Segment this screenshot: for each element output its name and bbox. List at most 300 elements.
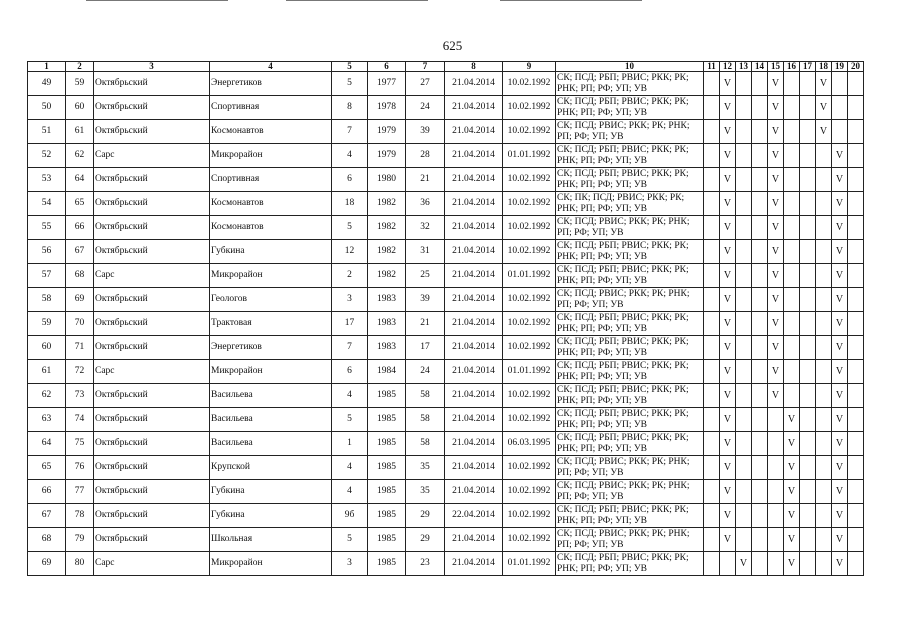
cell-col-10: СК; ПСД; РБП; РВИС; РКК; РК; РНК; РП; РФ; УП; УВ <box>556 384 704 408</box>
mark-col-11 <box>704 72 720 96</box>
cell-col-1: 57 <box>28 264 66 288</box>
mark-col-18 <box>816 192 832 216</box>
mark-col-11 <box>704 216 720 240</box>
cell-col-6: 1982 <box>368 264 406 288</box>
table-row <box>28 480 864 504</box>
mark-col-15: V <box>768 216 784 240</box>
mark-col-13 <box>736 432 752 456</box>
mark-col-15: V <box>768 240 784 264</box>
cell-col-7: 35 <box>406 456 445 480</box>
mark-col-11 <box>704 192 720 216</box>
cell-col-6: 1985 <box>368 408 406 432</box>
mark-col-12: V <box>720 360 736 384</box>
cell-col-8: 21.04.2014 <box>445 264 503 288</box>
mark-col-13 <box>736 72 752 96</box>
column-header-17: 17 <box>800 62 816 72</box>
cell-col-1: 54 <box>28 192 66 216</box>
cell-col-4: Трактовая <box>210 312 332 336</box>
mark-col-13 <box>736 144 752 168</box>
mark-col-13 <box>736 408 752 432</box>
mark-col-16 <box>784 288 800 312</box>
mark-col-12: V <box>720 408 736 432</box>
cell-col-8: 21.04.2014 <box>445 528 503 552</box>
mark-col-19: V <box>832 480 848 504</box>
cell-col-5: 12 <box>332 240 368 264</box>
column-header-4: 4 <box>210 62 332 72</box>
mark-col-13 <box>736 312 752 336</box>
cell-col-1: 58 <box>28 288 66 312</box>
column-header-14: 14 <box>752 62 768 72</box>
cell-col-2: 67 <box>66 240 94 264</box>
table-row <box>28 408 864 432</box>
cell-col-3: Октябрьский <box>94 384 210 408</box>
cell-col-7: 21 <box>406 312 445 336</box>
cell-col-1: 61 <box>28 360 66 384</box>
mark-col-16 <box>784 168 800 192</box>
mark-col-13 <box>736 384 752 408</box>
cell-col-4: Спортивная <box>210 96 332 120</box>
mark-col-18 <box>816 168 832 192</box>
mark-col-12: V <box>720 384 736 408</box>
mark-col-19: V <box>832 168 848 192</box>
cell-col-4: Васильева <box>210 408 332 432</box>
mark-col-11 <box>704 264 720 288</box>
cell-col-9: 10.02.1992 <box>503 408 556 432</box>
cell-col-9: 10.02.1992 <box>503 336 556 360</box>
cell-col-2: 61 <box>66 120 94 144</box>
cell-col-1: 68 <box>28 528 66 552</box>
cell-col-3: Сарс <box>94 552 210 576</box>
mark-col-19: V <box>832 264 848 288</box>
cell-col-1: 65 <box>28 456 66 480</box>
mark-col-20 <box>848 504 864 528</box>
mark-col-18 <box>816 144 832 168</box>
mark-col-17 <box>800 456 816 480</box>
mark-col-15: V <box>768 264 784 288</box>
mark-col-14 <box>752 336 768 360</box>
mark-col-19: V <box>832 528 848 552</box>
mark-col-20 <box>848 312 864 336</box>
column-header-2: 2 <box>66 62 94 72</box>
top-rule-middle <box>286 0 428 1</box>
cell-col-3: Октябрьский <box>94 528 210 552</box>
column-header-5: 5 <box>332 62 368 72</box>
cell-col-8: 21.04.2014 <box>445 240 503 264</box>
column-header-10: 10 <box>556 62 704 72</box>
cell-col-6: 1980 <box>368 168 406 192</box>
cell-col-6: 1985 <box>368 432 406 456</box>
mark-col-18 <box>816 288 832 312</box>
mark-col-12: V <box>720 72 736 96</box>
mark-col-15: V <box>768 120 784 144</box>
cell-col-2: 68 <box>66 264 94 288</box>
column-header-7: 7 <box>406 62 445 72</box>
cell-col-10: СК; ПСД; РБП; РВИС; РКК; РК; РНК; РП; РФ; УП; УВ <box>556 408 704 432</box>
mark-col-17 <box>800 168 816 192</box>
mark-col-14 <box>752 456 768 480</box>
cell-col-5: 5 <box>332 408 368 432</box>
mark-col-19: V <box>832 552 848 576</box>
mark-col-15: V <box>768 192 784 216</box>
cell-col-8: 21.04.2014 <box>445 480 503 504</box>
cell-col-3: Октябрьский <box>94 72 210 96</box>
mark-col-18 <box>816 408 832 432</box>
cell-col-5: 4 <box>332 144 368 168</box>
cell-col-7: 24 <box>406 96 445 120</box>
cell-col-9: 01.01.1992 <box>503 360 556 384</box>
cell-col-4: Микрорайон <box>210 144 332 168</box>
cell-col-10: СК; ПСД; РБП; РВИС; РКК; РК; РНК; РП; РФ; УП; УВ <box>556 72 704 96</box>
cell-col-6: 1982 <box>368 240 406 264</box>
cell-col-9: 06.03.1995 <box>503 432 556 456</box>
mark-col-18 <box>816 384 832 408</box>
mark-col-19: V <box>832 192 848 216</box>
mark-col-17 <box>800 120 816 144</box>
mark-col-13 <box>736 360 752 384</box>
mark-col-14 <box>752 264 768 288</box>
mark-col-19: V <box>832 144 848 168</box>
cell-col-5: 2 <box>332 264 368 288</box>
cell-col-7: 17 <box>406 336 445 360</box>
cell-col-2: 71 <box>66 336 94 360</box>
cell-col-7: 29 <box>406 528 445 552</box>
cell-col-3: Октябрьский <box>94 168 210 192</box>
mark-col-15 <box>768 456 784 480</box>
mark-col-13 <box>736 480 752 504</box>
cell-col-2: 73 <box>66 384 94 408</box>
cell-col-5: 3 <box>332 552 368 576</box>
mark-col-20 <box>848 384 864 408</box>
cell-col-1: 69 <box>28 552 66 576</box>
mark-col-11 <box>704 312 720 336</box>
cell-col-8: 21.04.2014 <box>445 96 503 120</box>
mark-col-11 <box>704 360 720 384</box>
table-row <box>28 504 864 528</box>
cell-col-4: Васильева <box>210 432 332 456</box>
mark-col-13 <box>736 216 752 240</box>
cell-col-10: СК; ПСД; РБП; РВИС; РКК; РК; РНК; РП; РФ; УП; УВ <box>556 168 704 192</box>
table-row <box>28 144 864 168</box>
cell-col-3: Октябрьский <box>94 192 210 216</box>
top-rule-right <box>500 0 642 1</box>
table-row <box>28 240 864 264</box>
cell-col-10: СК; ПСД; РВИС; РКК; РК; РНК; РП; РФ; УП; УВ <box>556 528 704 552</box>
mark-col-14 <box>752 216 768 240</box>
cell-col-10: СК; ПСД; РВИС; РКК; РК; РНК; РП; РФ; УП; УВ <box>556 456 704 480</box>
cell-col-5: 4 <box>332 456 368 480</box>
cell-col-6: 1977 <box>368 72 406 96</box>
cell-col-7: 35 <box>406 480 445 504</box>
cell-col-2: 66 <box>66 216 94 240</box>
mark-col-16 <box>784 96 800 120</box>
mark-col-12: V <box>720 480 736 504</box>
table-body <box>28 62 864 576</box>
mark-col-15 <box>768 552 784 576</box>
mark-col-19: V <box>832 312 848 336</box>
mark-col-11 <box>704 168 720 192</box>
cell-col-6: 1985 <box>368 456 406 480</box>
mark-col-20 <box>848 432 864 456</box>
mark-col-14 <box>752 504 768 528</box>
cell-col-1: 64 <box>28 432 66 456</box>
mark-col-16: V <box>784 552 800 576</box>
cell-col-4: Космонавтов <box>210 192 332 216</box>
cell-col-2: 80 <box>66 552 94 576</box>
cell-col-5: 5 <box>332 72 368 96</box>
cell-col-1: 62 <box>28 384 66 408</box>
mark-col-17 <box>800 384 816 408</box>
mark-col-17 <box>800 504 816 528</box>
mark-col-20 <box>848 240 864 264</box>
mark-col-11 <box>704 336 720 360</box>
mark-col-12: V <box>720 216 736 240</box>
mark-col-15: V <box>768 96 784 120</box>
cell-col-6: 1978 <box>368 96 406 120</box>
mark-col-12: V <box>720 504 736 528</box>
cell-col-10: СК; ПСД; РВИС; РКК; РК; РНК; РП; РФ; УП; УВ <box>556 120 704 144</box>
cell-col-1: 50 <box>28 96 66 120</box>
cell-col-1: 60 <box>28 336 66 360</box>
mark-col-14 <box>752 288 768 312</box>
column-header-8: 8 <box>445 62 503 72</box>
cell-col-3: Октябрьский <box>94 96 210 120</box>
mark-col-16 <box>784 72 800 96</box>
mark-col-12: V <box>720 264 736 288</box>
mark-col-18 <box>816 504 832 528</box>
mark-col-12: V <box>720 528 736 552</box>
mark-col-20 <box>848 120 864 144</box>
mark-col-15: V <box>768 312 784 336</box>
mark-col-14 <box>752 240 768 264</box>
cell-col-8: 21.04.2014 <box>445 120 503 144</box>
cell-col-1: 66 <box>28 480 66 504</box>
cell-col-8: 21.04.2014 <box>445 144 503 168</box>
cell-col-4: Микрорайон <box>210 264 332 288</box>
cell-col-6: 1982 <box>368 216 406 240</box>
column-header-12: 12 <box>720 62 736 72</box>
cell-col-1: 56 <box>28 240 66 264</box>
mark-col-15: V <box>768 384 784 408</box>
mark-col-15 <box>768 504 784 528</box>
mark-col-12: V <box>720 144 736 168</box>
mark-col-19: V <box>832 288 848 312</box>
cell-col-10: СК; ПСД; РВИС; РКК; РК; РНК; РП; РФ; УП; УВ <box>556 216 704 240</box>
cell-col-6: 1985 <box>368 480 406 504</box>
cell-col-9: 10.02.1992 <box>503 120 556 144</box>
mark-col-14 <box>752 408 768 432</box>
mark-col-14 <box>752 72 768 96</box>
cell-col-9: 10.02.1992 <box>503 168 556 192</box>
mark-col-20 <box>848 552 864 576</box>
mark-col-16 <box>784 384 800 408</box>
cell-col-1: 55 <box>28 216 66 240</box>
mark-col-12: V <box>720 432 736 456</box>
mark-col-17 <box>800 432 816 456</box>
column-header-1: 1 <box>28 62 66 72</box>
cell-col-5: 9б <box>332 504 368 528</box>
cell-col-1: 51 <box>28 120 66 144</box>
cell-col-1: 49 <box>28 72 66 96</box>
cell-col-2: 65 <box>66 192 94 216</box>
mark-col-13 <box>736 264 752 288</box>
mark-col-16 <box>784 144 800 168</box>
mark-col-16: V <box>784 480 800 504</box>
cell-col-4: Микрорайон <box>210 552 332 576</box>
cell-col-4: Губкина <box>210 504 332 528</box>
table-row <box>28 360 864 384</box>
cell-col-6: 1983 <box>368 312 406 336</box>
mark-col-12: V <box>720 312 736 336</box>
cell-col-2: 79 <box>66 528 94 552</box>
cell-col-4: Спортивная <box>210 168 332 192</box>
mark-col-11 <box>704 432 720 456</box>
cell-col-9: 10.02.1992 <box>503 192 556 216</box>
cell-col-9: 10.02.1992 <box>503 480 556 504</box>
mark-col-19: V <box>832 408 848 432</box>
cell-col-6: 1985 <box>368 384 406 408</box>
mark-col-17 <box>800 264 816 288</box>
cell-col-7: 58 <box>406 432 445 456</box>
cell-col-4: Крупской <box>210 456 332 480</box>
mark-col-12: V <box>720 240 736 264</box>
table-row <box>28 192 864 216</box>
mark-col-13 <box>736 168 752 192</box>
mark-col-20 <box>848 192 864 216</box>
mark-col-14 <box>752 384 768 408</box>
cell-col-5: 4 <box>332 480 368 504</box>
cell-col-4: Школьная <box>210 528 332 552</box>
table-header-row <box>28 62 864 72</box>
cell-col-7: 36 <box>406 192 445 216</box>
mark-col-12: V <box>720 288 736 312</box>
mark-col-13 <box>736 504 752 528</box>
column-header-16: 16 <box>784 62 800 72</box>
cell-col-3: Октябрьский <box>94 504 210 528</box>
cell-col-8: 21.04.2014 <box>445 288 503 312</box>
cell-col-3: Октябрьский <box>94 216 210 240</box>
cell-col-7: 24 <box>406 360 445 384</box>
mark-col-11 <box>704 288 720 312</box>
cell-col-6: 1983 <box>368 336 406 360</box>
mark-col-16: V <box>784 456 800 480</box>
mark-col-14 <box>752 360 768 384</box>
mark-col-12: V <box>720 336 736 360</box>
mark-col-12: V <box>720 456 736 480</box>
cell-col-9: 10.02.1992 <box>503 240 556 264</box>
cell-col-9: 10.02.1992 <box>503 312 556 336</box>
mark-col-13: V <box>736 552 752 576</box>
column-header-15: 15 <box>768 62 784 72</box>
mark-col-18 <box>816 312 832 336</box>
mark-col-15: V <box>768 168 784 192</box>
mark-col-13 <box>736 528 752 552</box>
cell-col-5: 1 <box>332 432 368 456</box>
mark-col-14 <box>752 168 768 192</box>
mark-col-13 <box>736 120 752 144</box>
cell-col-6: 1983 <box>368 288 406 312</box>
cell-col-10: СК; ПСД; РВИС; РКК; РК; РНК; РП; РФ; УП; УВ <box>556 480 704 504</box>
cell-col-8: 22.04.2014 <box>445 504 503 528</box>
mark-col-12: V <box>720 168 736 192</box>
mark-col-14 <box>752 312 768 336</box>
cell-col-7: 23 <box>406 552 445 576</box>
table-row <box>28 168 864 192</box>
mark-col-14 <box>752 432 768 456</box>
cell-col-9: 10.02.1992 <box>503 96 556 120</box>
cell-col-4: Геологов <box>210 288 332 312</box>
mark-col-17 <box>800 72 816 96</box>
mark-col-17 <box>800 216 816 240</box>
cell-col-1: 53 <box>28 168 66 192</box>
cell-col-6: 1985 <box>368 552 406 576</box>
cell-col-9: 10.02.1992 <box>503 456 556 480</box>
mark-col-14 <box>752 480 768 504</box>
table-row <box>28 432 864 456</box>
cell-col-6: 1985 <box>368 528 406 552</box>
column-header-20: 20 <box>848 62 864 72</box>
mark-col-18 <box>816 216 832 240</box>
mark-col-13 <box>736 456 752 480</box>
cell-col-5: 5 <box>332 528 368 552</box>
mark-col-15 <box>768 480 784 504</box>
cell-col-8: 21.04.2014 <box>445 312 503 336</box>
mark-col-19: V <box>832 456 848 480</box>
cell-col-6: 1985 <box>368 504 406 528</box>
mark-col-16: V <box>784 408 800 432</box>
cell-col-9: 01.01.1992 <box>503 264 556 288</box>
cell-col-2: 60 <box>66 96 94 120</box>
mark-col-14 <box>752 192 768 216</box>
mark-col-19: V <box>832 504 848 528</box>
mark-col-11 <box>704 480 720 504</box>
mark-col-15 <box>768 408 784 432</box>
cell-col-5: 6 <box>332 168 368 192</box>
cell-col-3: Сарс <box>94 360 210 384</box>
mark-col-16 <box>784 336 800 360</box>
cell-col-6: 1979 <box>368 120 406 144</box>
cell-col-9: 01.01.1992 <box>503 144 556 168</box>
cell-col-3: Октябрьский <box>94 456 210 480</box>
cell-col-4: Космонавтов <box>210 216 332 240</box>
cell-col-9: 10.02.1992 <box>503 72 556 96</box>
page-number: 625 <box>442 38 463 53</box>
mark-col-11 <box>704 552 720 576</box>
mark-col-19 <box>832 96 848 120</box>
mark-col-15: V <box>768 288 784 312</box>
top-rule-left <box>86 0 228 1</box>
mark-col-11 <box>704 504 720 528</box>
mark-col-13 <box>736 288 752 312</box>
table-row <box>28 96 864 120</box>
mark-col-20 <box>848 336 864 360</box>
mark-col-17 <box>800 96 816 120</box>
mark-col-18 <box>816 336 832 360</box>
mark-col-19 <box>832 72 848 96</box>
cell-col-7: 27 <box>406 72 445 96</box>
table-row <box>28 312 864 336</box>
mark-col-11 <box>704 240 720 264</box>
mark-col-15 <box>768 432 784 456</box>
mark-col-19: V <box>832 360 848 384</box>
mark-col-15: V <box>768 144 784 168</box>
cell-col-6: 1984 <box>368 360 406 384</box>
cell-col-8: 21.04.2014 <box>445 432 503 456</box>
cell-col-4: Энергетиков <box>210 336 332 360</box>
cell-col-2: 69 <box>66 288 94 312</box>
mark-col-16 <box>784 192 800 216</box>
cell-col-7: 32 <box>406 216 445 240</box>
mark-col-11 <box>704 528 720 552</box>
